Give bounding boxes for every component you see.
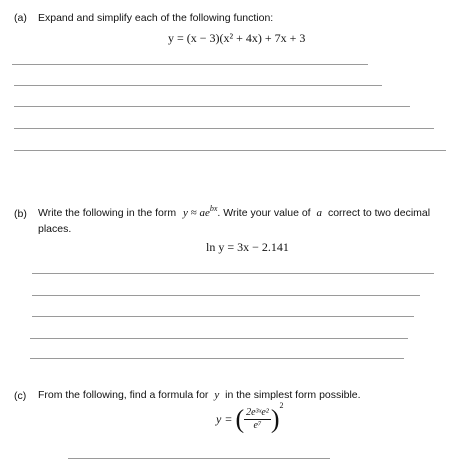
answer-line [30, 358, 404, 359]
part-b-form-base: y ≈ ae [183, 207, 210, 219]
part-b-form [183, 204, 218, 219]
right-paren: ) [270, 404, 280, 434]
answer-line [14, 128, 434, 129]
answer-line [32, 295, 420, 296]
part-b-equation: ln y = 3x − 2.141 [206, 240, 289, 254]
part-c-denominator: e⁷ [253, 419, 262, 431]
part-c-equation [216, 401, 284, 442]
answer-line [14, 106, 410, 107]
answer-line [32, 316, 414, 317]
part-c-label: (c) [14, 390, 27, 402]
part-c-variable: y [214, 389, 220, 401]
part-c-question [38, 389, 361, 401]
part-a-question: Expand and simplify each of the following function: [38, 12, 274, 24]
part-c-fraction [244, 407, 271, 432]
answer-line [14, 85, 382, 86]
answer-line [12, 64, 368, 65]
part-b-question [38, 204, 431, 219]
part-c-text-before: From the following, find a formula for [38, 389, 209, 401]
part-c-power: 2 [279, 401, 284, 410]
part-a-label: (a) [14, 12, 27, 24]
answer-line [30, 338, 408, 339]
part-c-lhs: y = [216, 411, 233, 426]
part-b-text-before: Write the following in the form [38, 207, 177, 219]
left-paren: ( [235, 404, 245, 434]
answer-line [14, 150, 446, 151]
part-a-equation: y = (x − 3)(x² + 4x) + 7x + 3 [168, 31, 306, 45]
part-b-form-exponent: bx [209, 204, 218, 213]
answer-line [32, 273, 434, 274]
answer-line [68, 458, 330, 459]
part-b-variable: a [316, 207, 323, 219]
part-b-text-end: correct to two decimal [327, 207, 431, 219]
part-b-text-after: . Write your value of [217, 207, 311, 219]
part-c-numerator: 2e³ˣe² [246, 406, 269, 418]
part-b-question-line2: places. [38, 223, 72, 235]
part-b-label: (b) [14, 208, 27, 220]
part-c-text-after: in the simplest form possible. [225, 389, 361, 401]
